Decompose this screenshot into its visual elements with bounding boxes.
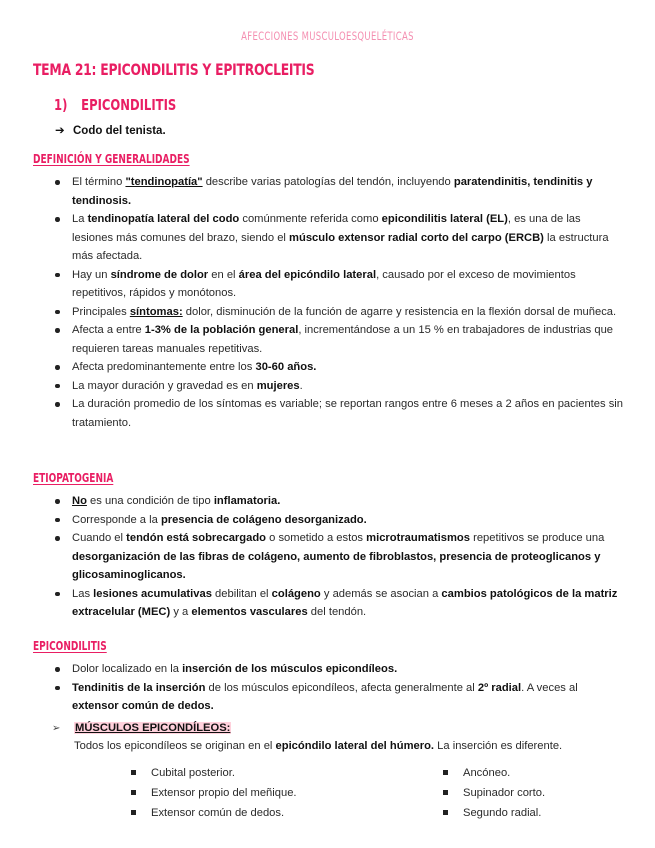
list-item: Supinador corto. [443,783,545,803]
list-item: Afecta a entre 1-3% de la población general, incrementándose a un 15 % en trabajadores de industrias que requieren tareas manuales repetitivas. [52,321,624,358]
arrow-right-icon: ➔ [55,125,65,137]
muscles-heading [52,722,231,734]
list-item: Ancóneo. [443,763,545,783]
list-item: La tendinopatía lateral del codo comúnmente referida como epicondilitis lateral (EL), es una de las lesiones más comunes del brazo, siendo el músculo extensor radial corto del carpo (ERCB) la estructura más afectada. [52,210,624,266]
list-item: Afecta predominantemente entre los 30-60 años. [52,358,624,377]
list-item: No es una condición de tipo inflamatoria. [52,492,624,511]
list-definicion [52,173,624,432]
heading-etiopatogenia: ETIOPATOGENIA [33,470,114,485]
muscles-intro: Todos los epicondíleos se originan en el epicóndilo lateral del húmero. La inserción es diferente. [74,740,563,752]
list-item: Cubital posterior. [131,763,297,783]
list-item: Segundo radial. [443,803,545,823]
list-item: La duración promedio de los síntomas es variable; se reportan rangos entre 6 meses a 2 años en pacientes sin tratamiento. [52,395,624,432]
alias-note [55,123,166,137]
list-epicondilitis [52,660,624,716]
page-title: TEMA 21: EPICONDILITIS Y EPITROCLEITIS [33,60,315,79]
muscles-list-right [443,763,545,823]
section-number: 1) [54,96,68,114]
list-item: Dolor localizado en la inserción de los músculos epicondíleos. [52,660,624,679]
list-item: Las lesiones acumulativas debilitan el colágeno y además se asocian a cambios patológicos de la matriz extracelular (MEC) y a elementos vasculares del tendón. [52,585,624,622]
list-item: Principales síntomas: dolor, disminución de la función de agarre y resistencia en la flexión dorsal de muñeca. [52,303,624,322]
list-item: Extensor común de dedos. [131,803,297,823]
list-item: El término "tendinopatía" describe varias patologías del tendón, incluyendo paratendinitis, tendinitis y tendinosis. [52,173,624,210]
muscles-heading-label: MÚSCULOS EPICONDÍLEOS: [75,722,231,734]
muscles-list-left [131,763,297,823]
heading-definicion: DEFINICIÓN Y GENERALIDADES [33,151,190,166]
list-item: Extensor propio del meñique. [131,783,297,803]
list-item: Cuando el tendón está sobrecargado o sometido a estos microtraumatismos repetitivos se produce una desorganización de las fibras de colágeno, aumento de fibroblastos, presencia de proteoglicanos y glicosaminoglicanos. [52,529,624,585]
page-header: AFECCIONES MUSCULOESQUELÉTICAS [241,29,414,43]
list-etiopatogenia [52,492,624,622]
arrowhead-icon: ➢ [52,723,61,734]
list-item: Tendinitis de la inserción de los músculos epicondíleos, afecta generalmente al 2º radial. A veces al extensor común de dedos. [52,679,624,716]
heading-epicondilitis: EPICONDILITIS [33,638,107,653]
list-item: Hay un síndrome de dolor en el área del epicóndilo lateral, causado por el exceso de movimientos repetitivos, rápidos y monótonos. [52,266,624,303]
list-item: Corresponde a la presencia de colágeno desorganizado. [52,511,624,530]
section-title-epicondilitis [54,96,176,114]
section-label: EPICONDILITIS [81,96,177,114]
list-item: La mayor duración y gravedad es en mujeres. [52,377,624,396]
alias-text: Codo del tenista. [73,125,166,137]
